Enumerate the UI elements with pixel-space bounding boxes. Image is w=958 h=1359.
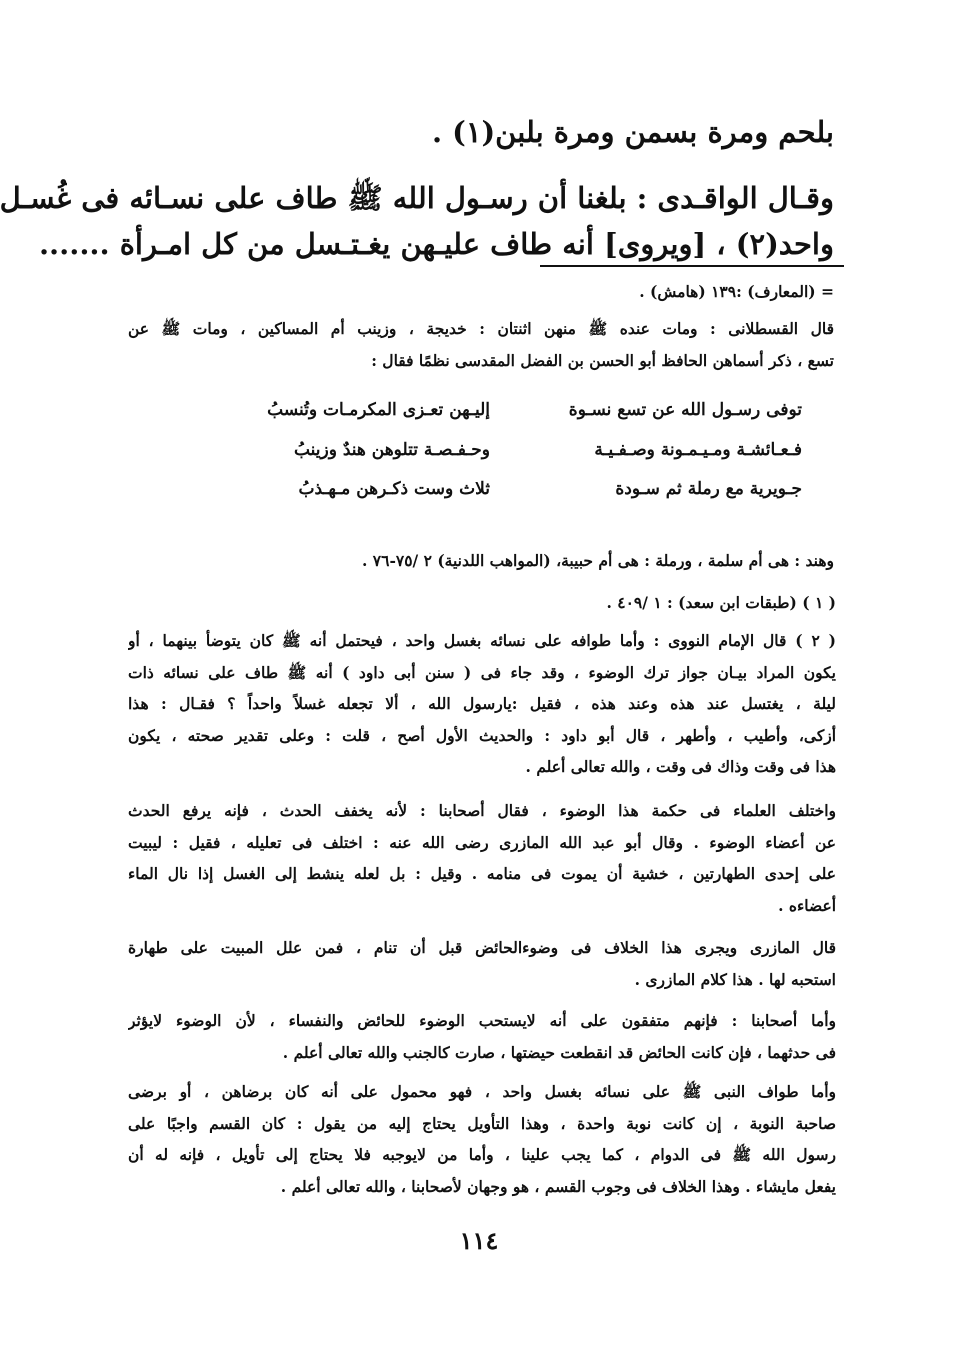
fn2-p5-line: صاحبة النوبة ، إن كانت نوبة واحدة ، وهذا التأويل يحتاج إليه من يقول : كان القسم واجبًا على — [128, 1113, 836, 1133]
fn2-p1-line: أزكى، وأطيب ، وأطهر ، قال أبو داود : والحديث الأول أصح ، قلت : وعلى تقدير صحته ، يكون — [128, 725, 836, 745]
fn2-p4-line: وأما أصحابنا : فإنهم متفقون على أنه لايستحب الوضوء للحائض والنفساء ، لأن الوضوء لايؤثر — [128, 1011, 836, 1030]
page-number: ١١٤ — [459, 1226, 499, 1255]
main-text-line-3: واحد(٢) ، [ويروى] أنه طاف عليـهن يغـتـسل من كل امـرأة ....... — [38, 227, 834, 261]
footnote-2-paragraph-1 — [128, 625, 836, 783]
fn2-p2-line: على إحدى الطهارتين ، خشية أن يموت فى منامه . وقيل : بل لعله ينشط إلى الغسل إذا نال الماء — [128, 864, 836, 883]
after-poem-note: وهند : هى أم سلمة ، ورملة : هى أم حبيبة، (المواهب اللدنية) ٢ /٧٥-٧٦ . — [362, 551, 834, 570]
fn2-p4-line: فى حدثهما ، فإن كانت الحائض قد انقطعت حيضتها ، صارت كالجنب والله تعالى أعلم . — [282, 1042, 836, 1062]
fn2-p5-line: رسول الله ﷺ فى الدوام ، كما يجب علينا ، وأما من لايوجبه فلا يحتاج إلى تأويل ، فإنه له أن — [128, 1145, 836, 1164]
fn2-p5-line: يفعل مايشاء . وهذا الخلاف فى وجوب القسم ، هو وجهان لأصحابنا ، والله تعالى أعلم . — [280, 1176, 836, 1196]
fn2-p1-line: ( ٢ ) قال الإمام النووى : وأما طوافه على نسائه بغسل واحد ، فيحتمل أنه ﷺ كان يتوضأ بينهما ، أو — [128, 631, 836, 650]
poem-verse-1-left: إليـهن تعـزى المكرمـات وتُنسبُ — [267, 400, 490, 420]
fn2-p2-line: واختلف العلماء فى حكمة هذا الوضوء ، فقال أصحابنا : لأنه يخفف الحدث ، فإنه يرفع الحدث — [128, 801, 836, 820]
fn2-p2-line: أعضاءه . — [778, 895, 836, 915]
fn2-p5-line: وأما طواف النبى ﷺ على نسائه بغسل واحد ، فهو محمول على أنه كان برضاهن ، أو برضى — [128, 1082, 836, 1101]
main-text-line-2: وقـال الواقـدى : بلغنا أن رسـول الله ﷺ طاف على نسـائه فى غُسـل — [0, 181, 834, 215]
footnote-2-paragraph-4 — [128, 1005, 836, 1068]
reference-continuation: = (المعارف) :١٣٩ (هامش) . — [639, 282, 834, 301]
fn2-p1-line: هذا فى وقت وذاك فى وقت ، والله تعالى أعلم . — [525, 757, 836, 776]
main-text-line-1: بلحم ومرة بسمن ومرة بلبن(١) . — [431, 115, 834, 149]
footnote-2-paragraph-3 — [128, 932, 836, 995]
footnote-divider — [540, 265, 844, 267]
poem-verse-3-left: ثلاث وست ذكـرهن مـهـذبُ — [298, 479, 490, 499]
fn2-p3-line: قال المازرى ويجرى هذا الخلاف فى وضوءالحائض قبل أن تنام ، فمن علل المبيت على طهارة — [128, 938, 836, 957]
fn2-p2-line: عن أعضاء الوضوء . وقال أبو عبد الله المازرى رضى الله عنه : اختلف فى تعليله ، فقيل : ليبيت — [128, 832, 836, 852]
footnote-2-paragraph-2 — [128, 795, 836, 921]
fn2-p1-line: ليلة ، يغتسل عند هذه وعند هذه ، فقيل :يارسول الله ، ألا تجعله غسلاً واحداً ؟ فقـال : هذا — [128, 694, 836, 713]
fn2-p1-line: يكون المراد بيـان جواز ترك الوضوء ، وقد جاء فى ( سنن أبى داود ) أنه ﷺ طاف على نسائه ذات — [128, 662, 836, 682]
poem-verse-1-right: توفى رسـول الله عن تسع نسـوة — [568, 400, 802, 420]
poem-verse-3-right: جـويرية مع رملة ثم سـودة — [615, 479, 802, 499]
poem-verse-2-left: وحـفـصـة تتلوهن هندٌ وزينبُ — [293, 440, 490, 460]
poem-verse-2-right: فـعـائشـة ومـيـمـونة وصـفـيـة — [594, 440, 802, 460]
footnote-2-paragraph-5 — [128, 1076, 836, 1202]
fn2-p3-line: استحبه لها . هذا كلام المازرى . — [634, 969, 836, 989]
qastallani-line-2: تسع ، ذكر أسماهن الحافظ أبو الحسن بن الفضل المقدسى نظمًا فقال : — [371, 351, 834, 370]
qastallani-line-1: قال القسطلانى : ومات عنده ﷺ منهن اثنتان : خديجة ، وزينب أم المساكين ، ومات ﷺ عن — [128, 319, 834, 338]
footnote-1: ( ١ ) (طبقات ابن سعد) : ١ /٤٠٩ . — [606, 593, 836, 612]
